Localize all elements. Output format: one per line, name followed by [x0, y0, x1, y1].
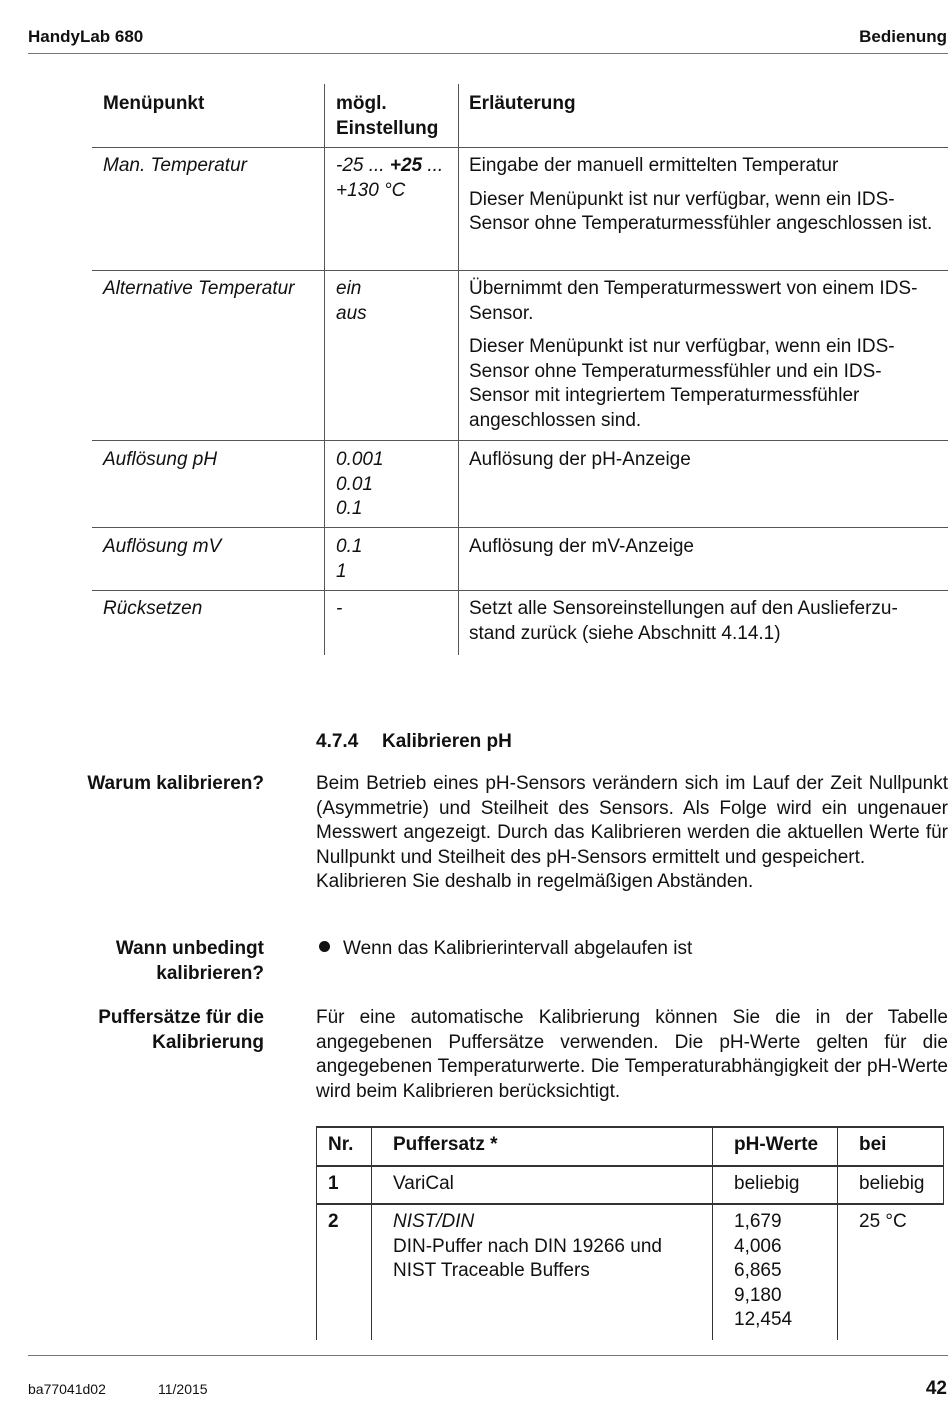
margin-label-when: Wann unbedingt kalibrieren? [115, 938, 264, 984]
table-row-description: Eingabe der manuell ermittelten Temperatur Dieser Menüpunkt ist nur verfügbar, wenn ein IDS-Sensor ohne Temperaturmessfühler angeschlossen ist. [469, 155, 933, 234]
table-row-description: Übernimmt den Temperaturmesswert von einem IDS-Sensor. Dieser Menüpunkt ist nur verfügbar, wenn ein IDS-Sensor ohne Temperaturmessfühler und ein IDS-Sensor mit integriertem Temperaturmessfühler angeschlossen sind. [469, 278, 918, 431]
col-header-explanation: Erläuterung [469, 93, 576, 114]
buffers-paragraph: Für eine automatische Kalibrierung können Sie die in der Tabelle angegebenen Puffersätze verwenden. Die pH-Werte gelten für die angegebenen Temperaturwerte. Die Temperaturabhängigkeit der pH-Werte wird beim Kalibrieren berücksichtigt. [316, 1007, 948, 1102]
bullet-icon [319, 941, 330, 952]
footer-rule [28, 1355, 948, 1356]
table-row-item: Rücksetzen [103, 598, 203, 619]
table-row-description: Auflösung der pH-Anzeige [469, 449, 691, 470]
table-row-setting: -25 ... +25 ... +130 °C [336, 155, 444, 201]
section-number: 4.7.4 [316, 731, 359, 752]
col-header-setting: mögl. Einstellung [336, 93, 439, 139]
section-heading [316, 731, 512, 753]
buffer-row-name: VariCal [393, 1173, 454, 1194]
table-row-setting: ein aus [336, 278, 367, 324]
table-row-item: Auflösung mV [103, 536, 222, 557]
page-number: 42 [925, 1378, 947, 1399]
col-header-item: Menüpunkt [103, 93, 205, 114]
running-header-title: HandyLab 680 [28, 27, 144, 46]
buffer-col-header-ph: pH-Werte [734, 1134, 819, 1155]
buffer-col-header-nr: Nr. [328, 1134, 354, 1155]
footer-date: 11/2015 [158, 1381, 208, 1397]
buffer-row-nr: 1 [328, 1173, 339, 1194]
buffer-row-nr: 2 [328, 1211, 339, 1232]
why-paragraph: Beim Betrieb eines pH-Sensors verändern sich im Lauf der Zeit Nullpunkt (Asymmetrie) und Steilheit des Sensors. Als Folge wird ein ungenauer Messwert angezeigt. Durch das Kalibrieren werden die aktuellen Werte für Nullpunkt und Steilheit des pH-Sensors ermittelt und gespeichert. Kalibrieren Sie deshalb in regelmäßigen Abständen. [316, 773, 948, 892]
margin-label-why: Warum kalibrieren? [87, 773, 264, 794]
header-rule [28, 53, 948, 54]
buffer-row-ph: beliebig [734, 1173, 800, 1194]
table-row-description: Setzt alle Sensoreinstellungen auf den Auslieferzu- stand zurück (siehe Abschnitt 4.14.1) [469, 598, 898, 644]
buffer-row-at: 25 °C [859, 1211, 907, 1232]
buffer-table [316, 1126, 944, 1340]
table-row-description: Auflösung der mV-Anzeige [469, 536, 694, 557]
table-row-item: Alternative Temperatur [103, 278, 295, 299]
when-bullet-item: Wenn das Kalibrierintervall abgelaufen ist [316, 937, 948, 962]
table-row-item: Auflösung pH [103, 449, 218, 470]
footer-doc-id: ba77041d02 [28, 1381, 106, 1397]
table-row-setting: 0.001 0.01 0.1 [336, 449, 384, 519]
section-title: Kalibrieren pH [382, 731, 512, 752]
buffer-row-at: beliebig [859, 1173, 925, 1194]
buffer-row-ph: 1,679 4,006 6,865 9,180 12,454 [734, 1211, 793, 1330]
buffer-col-header-at: bei [859, 1134, 887, 1155]
table-row-setting: 0.1 1 [336, 536, 363, 582]
table-row-setting: - [336, 598, 343, 619]
running-header-section: Bedienung [859, 27, 947, 46]
buffer-col-header-set: Puffersatz * [393, 1134, 498, 1155]
buffer-row-name: NIST/DIN DIN-Puffer nach DIN 19266 und NIST Traceable Buffers [393, 1211, 662, 1281]
margin-label-buffers: Puffersätze für die Kalibrierung [98, 1007, 264, 1053]
table-row-item: Man. Temperatur [103, 155, 247, 176]
